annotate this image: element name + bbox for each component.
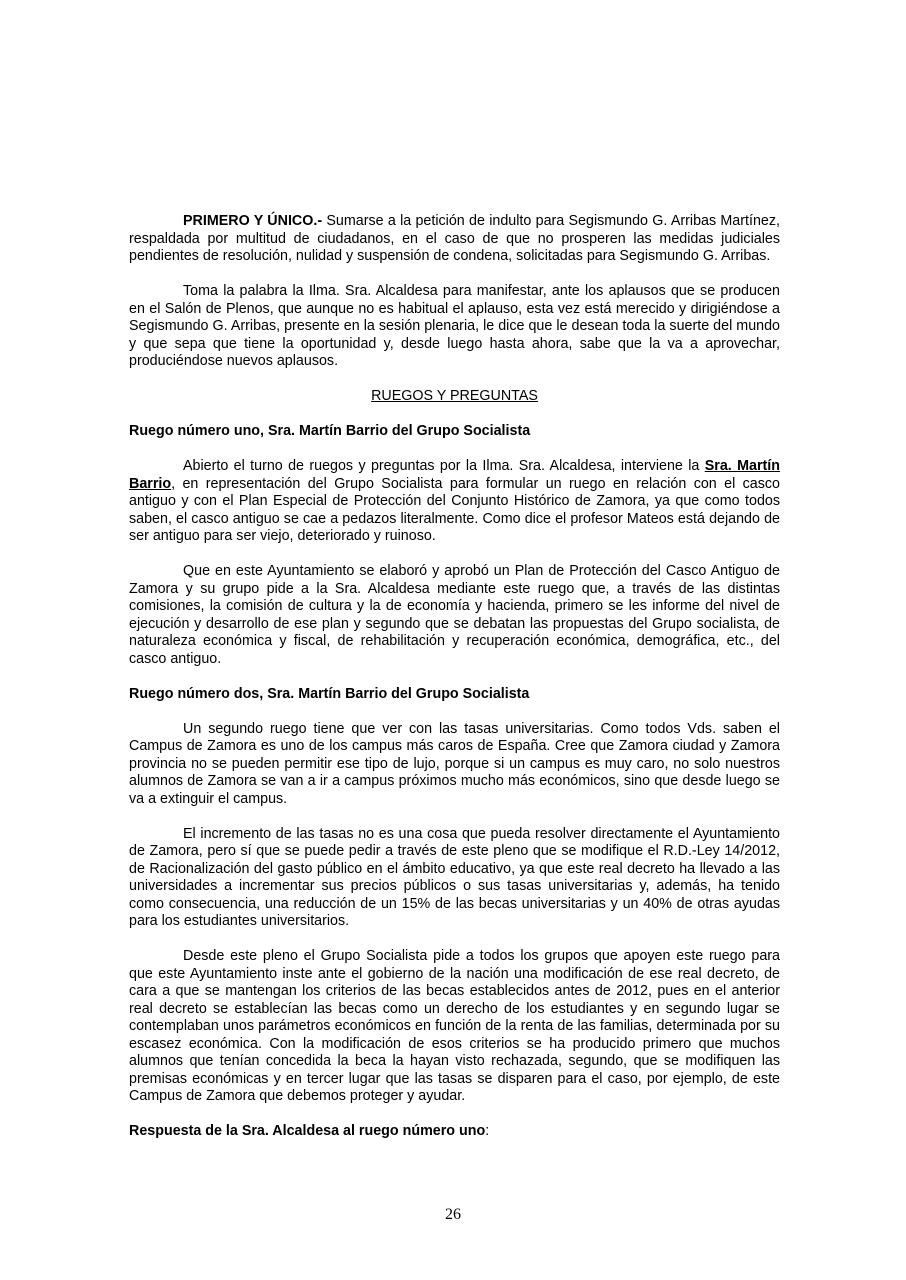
paragraph-becas: Desde este pleno el Grupo Socialista pide a todos los grupos que apoyen este ruego para que este Ayuntamiento inste ante el gobierno de la nación una modificación de ese real decreto, de cara a que se mantengan los criterios de las becas establecidos antes de 2012, pues en el anterior real decreto se establecían las becas como un derecho de los estudiantes y en segundo lugar se contemplaban unos parámetros económicos en función de la renta de las familias, determinada por su escasez económica. Con la modificación de esos criterios se ha producido primero que muchos alumnos que tenían concedida la beca la hayan visto rechazada, segundo, que se modifiquen las premisas económicas y en tercer lugar que las tasas se disparen para el caso, por ejemplo, de este Campus de Zamora que debemos proteger y ayudar. (129, 948, 780, 1104)
section-title: RUEGOS Y PREGUNTAS (371, 388, 538, 404)
respuesta-colon: : (485, 1123, 490, 1139)
paragraph-ruego-uno-intro (129, 458, 780, 546)
ruego-uno-text-after: , en representación del Grupo Socialista para formular un ruego en relación con el casco antiguo y con el Plan Especial de Protección del Conjunto Histórico de Zamora, ya que como todos saben, el casco antiguo se cae a pedazos literalmente. Como dice el profesor Mateos está dejando de ser antiguo para ser viejo, deteriorado y ruinoso. (129, 475, 780, 544)
page-number: 26 (445, 1206, 461, 1223)
paragraph-plan-proteccion: Que en este Ayuntamiento se elaboró y aprobó un Plan de Protección del Casco Antiguo de Zamora y su grupo pide a la Sra. Alcaldesa mediante este ruego que, a través de las distintas comisiones, la comisión de cultura y la de economía y hacienda, primero se les informe del nivel de ejecución y desarrollo de ese plan y segundo que se debatan las propuestas del Grupo socialista, de naturaleza económica y fiscal, de rehabilitación y recuperación económica, demográfica, etc., del casco antiguo. (129, 563, 780, 667)
respuesta-line (129, 1123, 780, 1141)
resolution-lead: PRIMERO Y ÚNICO.- (183, 213, 323, 229)
paragraph-primero-unico (129, 213, 780, 266)
paragraph-tasas-universitarias: Un segundo ruego tiene que ver con las tasas universitarias. Como todos Vds. saben el Campus de Zamora es uno de los campus más caros de España. Cree que Zamora ciudad y Zamora provincia no se pueden permitir ese tipo de lujo, porque si un campus es muy caro, no solo nuestros alumnos de Zamora se van a ir a campus próximos mucho más económicos, sino que desde luego se va a extinguir el campus. (129, 720, 780, 807)
speaker-name: Sra. Martín Barrio (129, 458, 780, 492)
ruego-uno-text-before: Abierto el turno de ruegos y preguntas por la Ilma. Sra. Alcaldesa, interviene la (183, 458, 705, 474)
ruego-dos-heading: Ruego número dos, Sra. Martín Barrio del Grupo Socialista (129, 685, 530, 702)
resolution-text: Sumarse a la petición de indulto para Segismundo G. Arribas Martínez, respaldada por multitud de ciudadanos, en el caso de que no prosperen las medidas judiciales pendientes de resolución, nulidad y suspensión de condena, solicitadas para Segismundo G. Arribas. (129, 213, 780, 264)
ruego-uno-heading: Ruego número uno, Sra. Martín Barrio del Grupo Socialista (129, 423, 531, 439)
document-body (129, 213, 780, 1141)
respuesta-heading: Respuesta de la Sra. Alcaldesa al ruego número uno (129, 1123, 486, 1139)
paragraph-alcaldesa-aplausos: Toma la palabra la Ilma. Sra. Alcaldesa para manifestar, ante los aplausos que se producen en el Salón de Plenos, que aunque no es habitual el aplauso, esta vez está merecido y dirigiéndose a Segismundo G. Arribas, presente en la sesión plenaria, le dice que le desean toda la suerte del mundo y que sepa que tiene la oportunidad y, desde luego hasta ahora, sabe que la va a aprovechar, produciéndose nuevos aplausos. (129, 283, 780, 369)
paragraph-real-decreto: El incremento de las tasas no es una cosa que pueda resolver directamente el Ayuntamiento de Zamora, pero sí que se puede pedir a través de este pleno que se modifique el R.D.-Ley 14/2012, de Racionalización del gasto público en el ámbito educativo, ya que este real decreto ha llevado a las universidades a incrementar sus precios públicos o sus tasas universitarias y, además, ha tenido como consecuencia, una reducción de un 15% de las becas universitarias y un 40% de otras ayudas para los estudiantes universitarios. (129, 825, 780, 929)
